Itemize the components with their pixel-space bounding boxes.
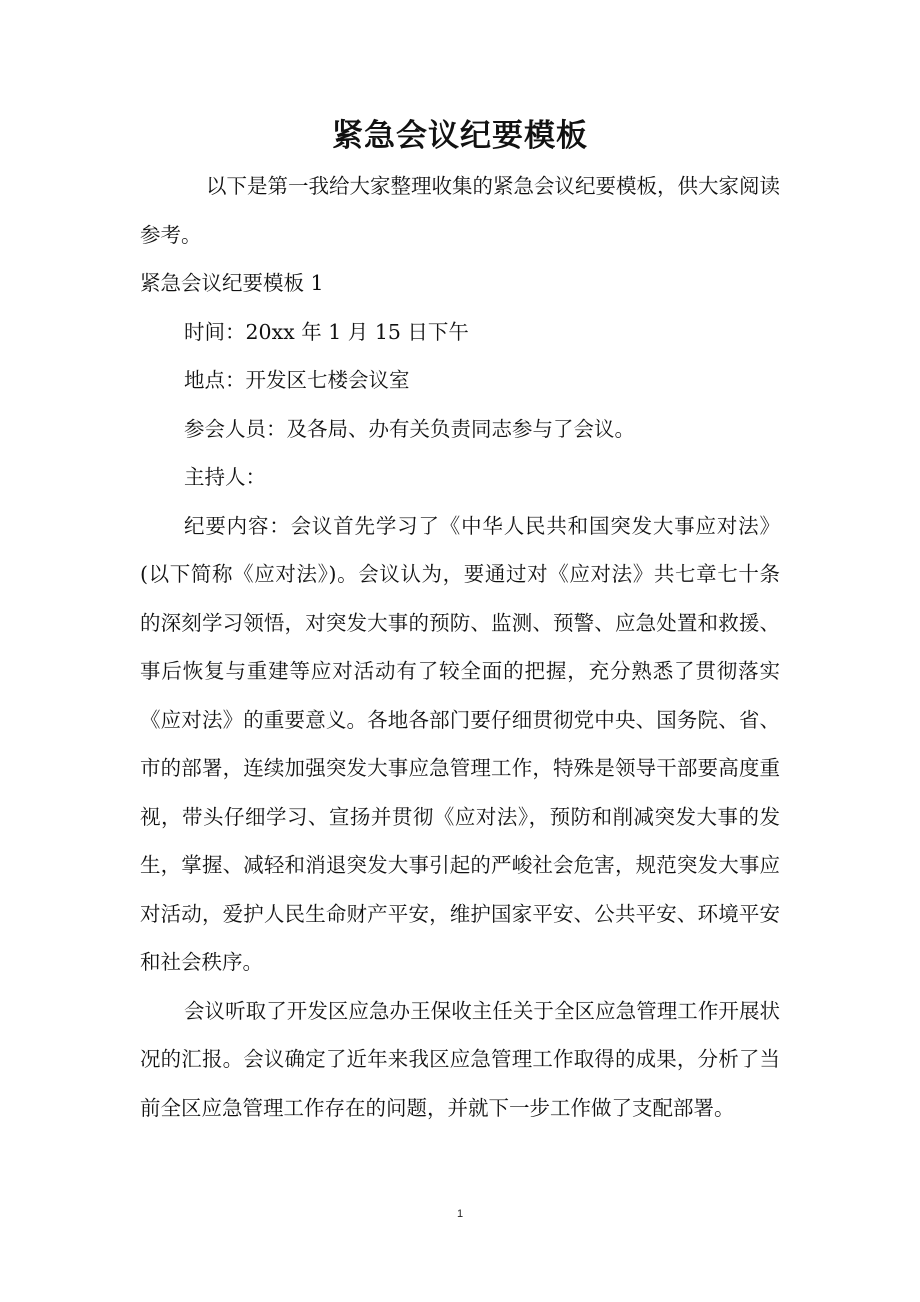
document-title: 紧急会议纪要模板 <box>332 118 588 154</box>
minutes-content-paragraph: 纪要内容：会议首先学习了《中华人民共和国突发大事应对法》(以下简称《应对法》)。会议认为，要通过对《应对法》共七章七十条的深刻学习领悟，对突发大事的预防、监测、预警、应急处置和救援、事后恢复与重建等应对活动有了较全面的把握，充分熟悉了贯彻落实《应对法》的重要意义。各地各部门要仔细贯彻党中央、国务院、省、市的部署，连续加强突发大事应急管理工作，特殊是领导干部要高度重视，带头仔细学习、宣扬并贯彻《应对法》，预防和削减突发大事的发生，掌握、减轻和消退突发大事引起的严峻社会危害，规范突发大事应对活动，爱护人民生命财产平安，维护国家平安、公共平安、环境平安和社会秩序。 <box>140 513 780 974</box>
section-heading: 紧急会议纪要模板 1 <box>140 271 324 295</box>
intro-paragraph: 以下是第一我给大家整理收集的紧急会议纪要模板，供大家阅读参考。 <box>140 174 780 247</box>
meeting-place: 地点：开发区七楼会议室 <box>184 368 410 392</box>
meeting-time: 时间：20xx 年 1 月 15 日下午 <box>184 319 469 344</box>
document-body <box>140 162 780 1132</box>
meeting-host: 主持人： <box>184 465 266 489</box>
page-number: 1 <box>456 1208 464 1220</box>
meeting-attendees: 参会人员：及各局、办有关负责同志参与了会议。 <box>184 416 635 441</box>
report-paragraph: 会议听取了开发区应急办王保收主任关于全区应急管理工作开展状况的汇报。会议确定了近年来我区应急管理工作取得的成果，分析了当前全区应急管理工作存在的问题，并就下一步工作做了支配部署。 <box>140 998 780 1120</box>
